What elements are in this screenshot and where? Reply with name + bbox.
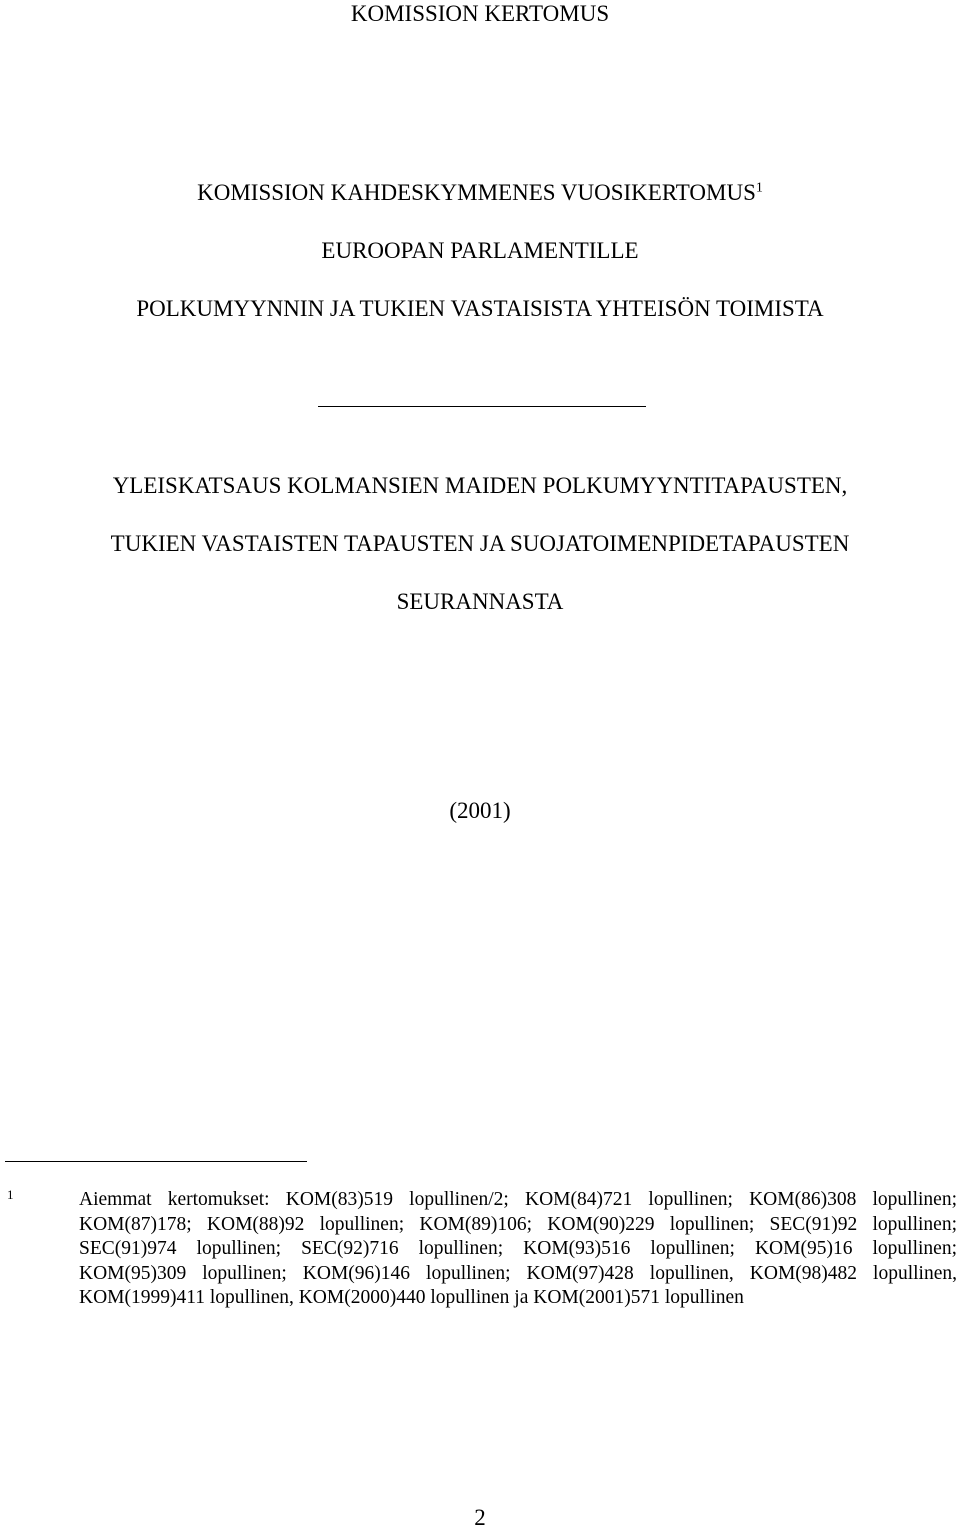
title-line-2: EUROOPAN PARLAMENTILLE <box>321 238 639 263</box>
title-divider <box>318 406 646 407</box>
title-line-1-text: KOMISSION KAHDESKYMMENES VUOSIKERTOMUS <box>197 180 756 205</box>
page-number: 2 <box>474 1505 486 1530</box>
report-year: (2001) <box>449 798 511 823</box>
footnote-reference[interactable]: 1 <box>755 180 763 196</box>
title-line-3: POLKUMYYNNIN JA TUKIEN VASTAISISTA YHTEISÖN TOIMISTA <box>136 296 824 321</box>
subtitle-line-3: SEURANNASTA <box>396 589 564 614</box>
footnote-separator <box>5 1161 307 1162</box>
subtitle-line-2: TUKIEN VASTAISTEN TAPAUSTEN JA SUOJATOIMENPIDETAPAUSTEN <box>110 531 850 556</box>
document-kicker: KOMISSION KERTOMUS <box>350 1 610 26</box>
footnote-text: Aiemmat kertomukset: KOM(83)519 lopullinen/2; KOM(84)721 lopullinen; KOM(86)308 lopullinen; KOM(87)178; KOM(88)92 lopullinen; KOM(89)106; KOM(90)229 lopullinen; SEC(91)92 lopullinen; SEC(91)974 lopullinen; SEC(92)716 lopullinen; KOM(93)516 lopullinen; KOM(95)16 lopullinen; KOM(95)309 lopullinen; KOM(96)146 lopullinen; KOM(97)428 lopullinen, KOM(98)482 lopullinen, KOM(1999)411 lopullinen, KOM(2000)440 lopullinen ja KOM(2001)571 lopullinen <box>79 1189 957 1309</box>
subtitle-line-1: YLEISKATSAUS KOLMANSIEN MAIDEN POLKUMYYNTITAPAUSTEN, <box>112 473 848 498</box>
footnote-marker: 1 <box>7 1187 14 1202</box>
title-line-1 <box>0 179 960 207</box>
